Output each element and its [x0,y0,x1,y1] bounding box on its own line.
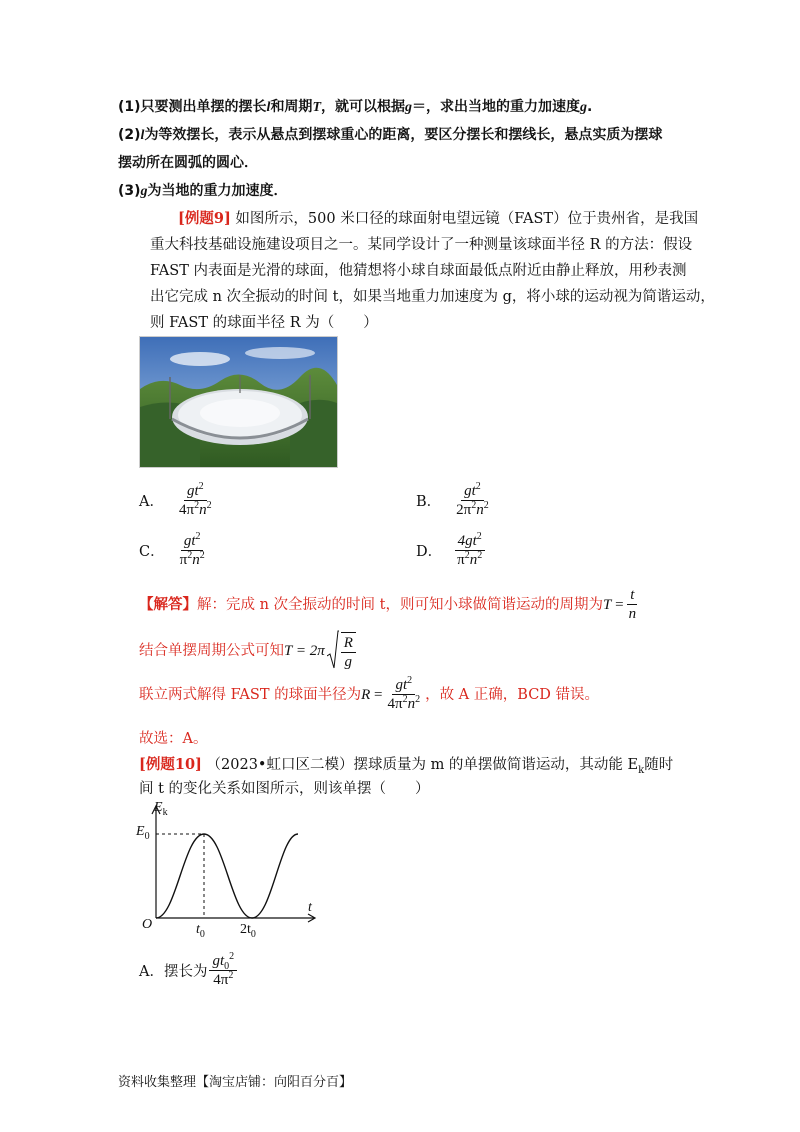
fast-telescope-illustration [140,337,337,467]
option-a[interactable] [139,482,217,519]
option-a-fraction: $\frac{gt^2}{4\pi^2n^2}$ [178,481,212,518]
example9-tag: [例题9] [178,210,231,227]
note-2-line2: 摆动所在圆弧的圆心． [118,155,258,171]
example9-line2: 重大科技基础设施建设项目之一。某同学设计了一种测量该球面半径 R 的方法：假设 [150,237,693,253]
solution-tag: 【解答】 [139,595,197,613]
example9-line3: FAST 内表面是光滑的球面，他猜想将小球自球面最低点附近由静止释放，用秒表测 [150,263,687,279]
option-c[interactable] [139,532,210,569]
pendulum-length-fraction: $\frac{gt_0^2}{4\pi^2}$ [209,952,237,989]
fast-telescope-photo [139,336,338,468]
example9-line4: 出它完成 n 次全振动的时间 t，如果当地重力加速度为 g，将小球的运动视为简谐运动， [150,289,715,305]
option-d-label: D． [416,544,443,560]
option-b[interactable] [416,482,494,519]
example9-line5: 则 FAST 的球面半径 R 为（ ） [150,315,378,331]
example10-option-a-label: A．摆长为 [139,964,208,980]
example10-line2: 间 t 的变化关系如图所示，则该单摆（ ） [139,781,430,797]
y-axis-label: $E_k$ [154,800,168,818]
solution9-line1: 【解答】 解：完成 n 次全振动的时间 t，则可知小球做简谐运动的周期为 T = $\frac{t}{n}$ [139,586,641,623]
option-b-label: B． [416,494,442,510]
example10-option-a[interactable] [139,952,239,989]
option-d-fraction: $\frac{4gt^2}{\pi^2n^2}$ [454,532,485,569]
sqrt-expression: $\frac{R}{g}$ [327,630,358,672]
footer-note: 资料收集整理【淘宝店铺：向阳百分百】 [118,1075,353,1090]
solution9-answer: 故选：A。 [139,731,208,747]
option-c-label: C． [139,544,165,560]
note-3: (3)g为当地的重力加速度． [118,183,288,199]
period-fraction: $\frac{t}{n}$ [628,587,637,622]
kinetic-energy-graph [136,800,326,950]
e0-label: $E_0$ [136,824,150,842]
solution9-line3: 联立两式解得 FAST 的球面半径为 R = $\frac{gt^2}{4\pi^2n^2}$ ，故 A 正确，BCD 错误。 [139,675,600,712]
example9-line1: [例题9] 如图所示，500 米口径的球面射电望远镜（FAST）位于贵州省，是我国 [178,210,699,227]
ek-t-curve [136,800,326,950]
t0-label: $t_0$ [196,922,205,940]
sqrt-sign-icon [327,630,339,672]
origin-label: O [142,917,153,932]
note-2-line1: (2)l为等效摆长，表示从悬点到摆球重心的距离，要区分摆长和摆线长，悬点实质为摆球 [118,127,663,143]
radius-fraction: $\frac{gt^2}{4\pi^2n^2}$ [387,675,421,712]
option-a-label: A． [139,494,164,510]
2t0-label: $2t_0$ [240,922,256,940]
solution9-line2: 结合单摆周期公式可知 T = 2π $\frac{R}{g}$ [139,630,358,672]
example10-line1: [例题10] （2023•虹口区二模）摆球质量为 m 的单摆做简谐运动，其动能 $E_k$随时 [139,756,674,776]
note-1: (1)只要测出单摆的摆长l和周期T，就可以根据g＝，求出当地的重力加速度g. [118,99,593,115]
option-c-fraction: $\frac{gt^2}{\pi^2n^2}$ [179,531,205,568]
x-axis-label: t [308,900,312,915]
option-d[interactable] [416,532,487,569]
option-b-fraction: $\frac{gt^2}{2\pi^2n^2}$ [456,481,489,518]
example10-tag: [例题10] [139,756,202,773]
